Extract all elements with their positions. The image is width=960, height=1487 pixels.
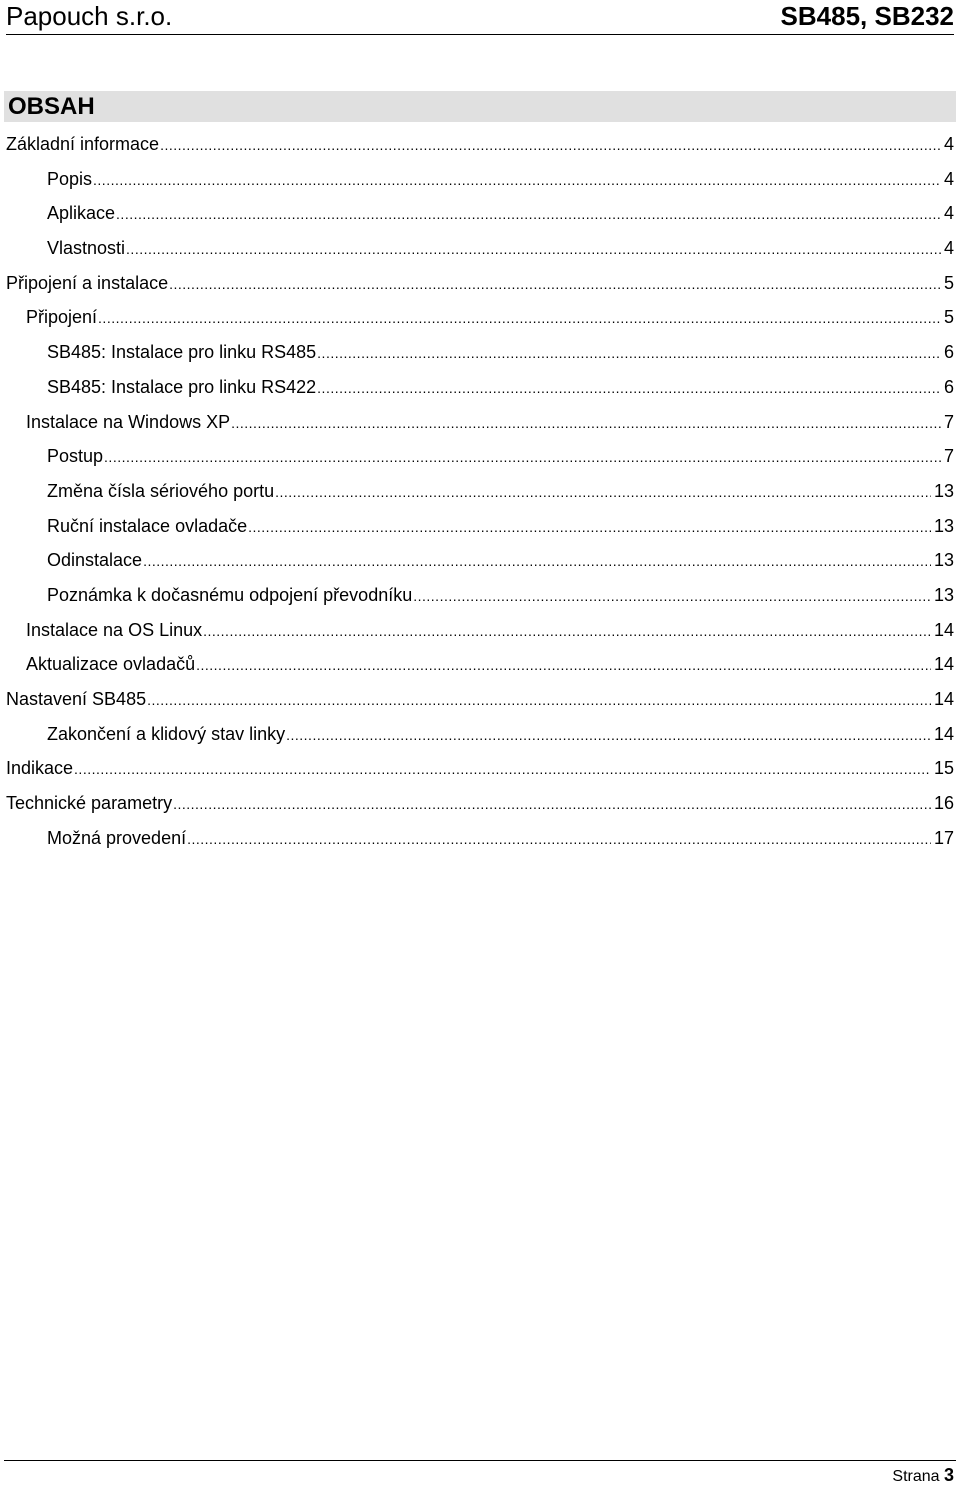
toc-entry[interactable] — [6, 335, 954, 370]
toc-entry-page: 13 — [933, 480, 954, 501]
toc-entry-page: 15 — [933, 758, 954, 779]
toc-entry-title: Indikace — [6, 758, 74, 779]
toc-entry[interactable] — [6, 300, 954, 335]
toc-entry-title: Zakončení a klidový stav linky — [47, 723, 286, 744]
toc-entry-title: Změna čísla sériového portu — [47, 480, 275, 501]
toc-entry[interactable] — [6, 786, 954, 821]
toc-leader-dots — [160, 128, 941, 163]
toc-leader-dots — [104, 440, 941, 475]
toc-entry[interactable] — [6, 405, 954, 440]
toc-entry-page: 4 — [943, 168, 954, 189]
toc-entry[interactable] — [6, 613, 954, 648]
toc-entry[interactable] — [6, 196, 954, 231]
toc-entry[interactable] — [6, 439, 954, 474]
page-header — [6, 0, 954, 35]
toc-entry-page: 13 — [933, 584, 954, 605]
toc-entry-title: Poznámka k dočasnému odpojení převodníku — [47, 584, 413, 605]
toc-leader-dots — [196, 648, 931, 683]
toc-entry[interactable] — [6, 370, 954, 405]
toc-entry-title: Aktualizace ovladačů — [26, 654, 196, 675]
footer-label: Strana — [892, 1468, 940, 1485]
toc-entry-title: Technické parametry — [6, 793, 173, 814]
toc-entry-title: Vlastnosti — [47, 238, 126, 259]
toc-entry[interactable] — [6, 231, 954, 266]
toc-leader-dots — [173, 787, 931, 822]
toc-leader-dots — [98, 301, 941, 336]
toc-leader-dots — [126, 232, 941, 267]
toc-leader-dots — [93, 163, 941, 198]
toc-entry-title: SB485: Instalace pro linku RS485 — [47, 342, 317, 363]
toc-leader-dots — [116, 197, 941, 232]
company-name: Papouch s.r.o. — [6, 1, 173, 31]
toc-entry-page: 13 — [933, 515, 954, 536]
toc-entry-title: Připojení a instalace — [6, 272, 169, 293]
toc-entry-page: 4 — [943, 238, 954, 259]
toc-entry-page: 17 — [933, 827, 954, 848]
toc-entry-title: Možná provedení — [47, 827, 187, 848]
toc-entry-title: Nastavení SB485 — [6, 689, 147, 709]
toc-entry-page: 5 — [943, 307, 954, 328]
toc-leader-dots — [248, 510, 931, 545]
toc-list — [6, 127, 954, 855]
toc-leader-dots — [187, 822, 931, 857]
toc-entry-page: 14 — [933, 689, 954, 709]
toc-entry-page: 7 — [943, 411, 954, 432]
toc-entry[interactable] — [6, 751, 954, 786]
toc-entry[interactable] — [6, 543, 954, 578]
toc-entry[interactable] — [6, 717, 954, 752]
toc-entry[interactable] — [6, 266, 954, 301]
toc-leader-dots — [74, 752, 931, 787]
toc-entry[interactable] — [6, 127, 954, 162]
toc-entry-title: Instalace na OS Linux — [26, 619, 203, 640]
toc-entry-page: 4 — [943, 134, 954, 154]
toc-entry-page: 14 — [933, 654, 954, 675]
toc-entry-title: Popis — [47, 168, 93, 189]
toc-entry-page: 13 — [933, 550, 954, 571]
toc-entry-title: SB485: Instalace pro linku RS422 — [47, 376, 317, 397]
toc-leader-dots — [413, 579, 931, 614]
toc-entry-page: 7 — [943, 446, 954, 467]
toc-leader-dots — [231, 406, 941, 441]
toc-entry[interactable] — [6, 578, 954, 613]
toc-entry-title: Aplikace — [47, 203, 116, 224]
toc-leader-dots — [203, 614, 931, 649]
toc-entry-page: 6 — [943, 342, 954, 363]
toc-entry[interactable] — [6, 509, 954, 544]
toc-leader-dots — [147, 683, 931, 718]
toc-entry-title: Ruční instalace ovladače — [47, 515, 248, 536]
toc-entry-title: Základní informace — [6, 134, 160, 154]
toc-entry-title: Odinstalace — [47, 550, 143, 571]
footer-page-label — [892, 1465, 954, 1487]
toc-leader-dots — [169, 267, 941, 302]
toc-leader-dots — [317, 371, 941, 406]
toc-entry-page: 6 — [943, 376, 954, 397]
footer-page-number: 3 — [943, 1465, 954, 1485]
toc-entry-page: 4 — [943, 203, 954, 224]
toc-entry-page: 14 — [933, 619, 954, 640]
toc-entry-page: 14 — [933, 723, 954, 744]
toc-leader-dots — [143, 544, 931, 579]
product-name: SB485, SB232 — [780, 1, 954, 31]
toc-heading: OBSAH — [4, 91, 956, 122]
toc-entry-title: Postup — [47, 446, 104, 467]
toc-entry-title: Instalace na Windows XP — [26, 411, 231, 432]
toc-entry-page: 5 — [943, 272, 954, 293]
toc-leader-dots — [275, 475, 931, 510]
page-footer — [4, 1460, 956, 1486]
toc-entry-title: Připojení — [26, 307, 98, 328]
toc-leader-dots — [286, 718, 931, 753]
toc-entry[interactable] — [6, 821, 954, 856]
toc-leader-dots — [317, 336, 941, 371]
toc-entry[interactable] — [6, 647, 954, 682]
toc-entry-page: 16 — [933, 793, 954, 814]
toc-entry[interactable] — [6, 682, 954, 717]
toc-entry[interactable] — [6, 474, 954, 509]
toc-entry[interactable] — [6, 162, 954, 197]
